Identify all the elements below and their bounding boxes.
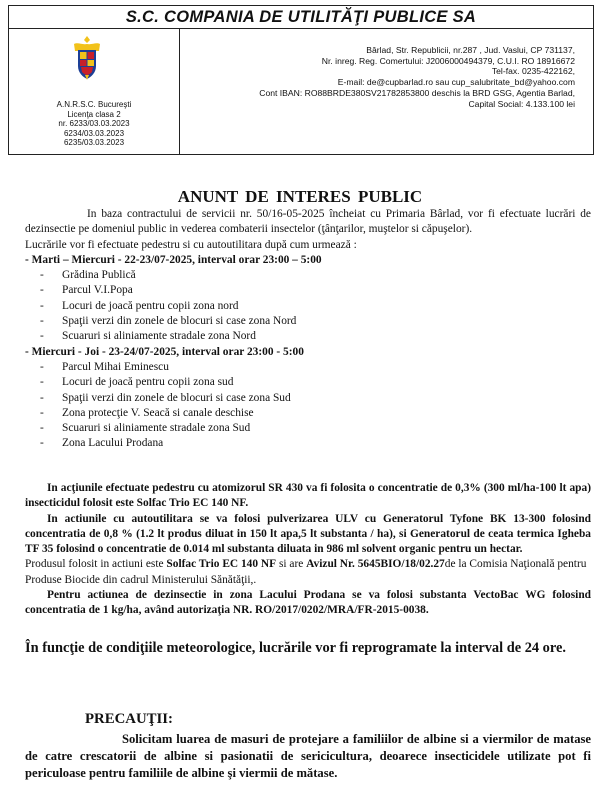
- list-item: - Zona Lacului Prodana: [25, 436, 591, 451]
- lake-treatment-paragraph: Pentru actiunea de dezinsectie in zona Lacului Prodana se va folosi substanta VectoBac WG folosind concentratia de 1 kg/ha, având autorizaţia NR. RO/2017/0202/MRA/FR-2015-0038.: [25, 589, 591, 617]
- approval-number: Avizul Nr. 5645BIO/18/02.27: [306, 558, 445, 571]
- product-text: de la Comisia Naţională pentru Produse Biocide din cadrul Ministerului Sănătăţii,.: [25, 558, 587, 586]
- schedule-heading: - Marti – Miercuri - 22-23/07-2025, interval orar 23:00 – 5:00: [25, 253, 322, 266]
- product-approval-paragraph: [25, 557, 591, 588]
- authority-line: Licenţa clasa 2: [67, 109, 121, 119]
- list-item: - Parcul Mihai Eminescu: [25, 360, 591, 375]
- product-name: Solfac Trio EC 140 NF: [166, 558, 277, 571]
- weather-text: În funcţie de condiţiile meteorologice, lucrările vor fi reprogramate la interval de 24 ore.: [25, 640, 566, 656]
- location-list: [25, 268, 591, 344]
- contact-phone: Tel-fax. 0235-422162,: [491, 66, 575, 77]
- list-item: - Scuaruri si aliniamente stradale zona Sud: [25, 421, 591, 436]
- list-item: - Spaţii verzi din zonele de blocuri si case zona Nord: [25, 314, 591, 329]
- company-name: S.C. COMPANIA DE UTILITĂŢI PUBLICE SA: [8, 5, 594, 29]
- product-text: Produsul folosit in actiuni este: [25, 558, 167, 571]
- list-item: - Grădina Publică: [25, 268, 591, 283]
- list-item: - Locuri de joacă pentru copii zona sud: [25, 375, 591, 390]
- list-item: - Locuri de joacă pentru copii zona nord: [25, 299, 591, 314]
- letterhead: [8, 28, 594, 155]
- list-item: - Scuaruri si aliniamente stradale zona Nord: [25, 329, 591, 344]
- contact-address: Bârlad, Str. Republicii, nr.287 , Jud. Vaslui, CP 731137,: [366, 45, 575, 55]
- list-item: - Parcul V.I.Popa: [25, 283, 591, 298]
- intro-line: Lucrările vor fi efectuate pedestru si cu autoutilitara după cum urmează :: [25, 238, 357, 251]
- location-list: [25, 360, 591, 452]
- pedestrian-treatment-paragraph: In acţiunile efectuate pedestru cu atomizorul SR 430 va fi folosita o concentratie de 0,3% (300 ml/ha-100 lt apa) insecticidul folosit este Solfac Trio EC 140 NF.: [25, 482, 591, 510]
- contact-iban: Cont IBAN: RO88BRDE380SV21782853800 deschis la BRD GSG, Agentia Barlad,: [259, 87, 575, 98]
- weather-notice: [25, 638, 591, 659]
- authority-line: 6235/03.03.2023: [63, 138, 125, 148]
- page-title: ANUNT DE INTERES PUBLIC: [177, 187, 423, 206]
- precautions-section: [25, 731, 591, 783]
- list-item: - Spaţii verzi din zonele de blocuri si case zona Sud: [25, 391, 591, 406]
- contact-email: E-mail: de@cupbarlad.ro sau cup_salubritate_bd@yahoo.com: [337, 77, 575, 88]
- authority-license: [9, 100, 179, 148]
- authority-panel: [9, 29, 180, 154]
- precautions-text: Solicitam luarea de masuri de protejare a familiilor de albine si a viermilor de matase de catre crescatorii de albine si pasionatii de sericicultura, deoarece insecticidele utilizate pot fi periculoase pentru familiile de albine şi viermii de mătase.: [25, 732, 591, 781]
- authority-line: 6234/03.03.2023: [63, 128, 125, 138]
- authority-line: A.N.R.S.C. Bucureşti: [56, 100, 132, 109]
- intro-paragraph: In baza contractului de servicii nr. 50/16-05-2025 încheiat cu Primaria Bârlad, vor fi efectuate lucrări de dezinsectie pe domeniul public in vederea combaterii insectelor (ţânţarilor, muştelor si căpuşelor).: [25, 208, 591, 236]
- contact-registry: Nr. inreg. Reg. Comertului: J2006000494379, C.U.I. RO 18916672: [321, 55, 575, 66]
- authority-line: nr. 6233/03.03.2023: [58, 119, 130, 129]
- contact-panel: [179, 29, 593, 154]
- announcement-body: [25, 207, 591, 452]
- precautions-heading: PRECAUŢII:: [85, 711, 173, 727]
- product-text: si are: [276, 558, 307, 571]
- technical-details: [25, 481, 591, 619]
- contact-details: [179, 45, 575, 109]
- romania-coat-of-arms-icon: [72, 35, 102, 81]
- schedule-heading: - Miercuri - Joi - 23-24/07-2025, interval orar 23:00 - 5:00: [25, 345, 304, 358]
- vehicle-treatment-paragraph: In actiunile cu autoutilitara se va folosi pulverizarea ULV cu Generatorul Tyfone BK 13-300 folosind concentratia de 0,8 % (1.2 lt produs diluat in 150 lt apa,5 lt substanta / ha), si Generatorul de ceata termica Igheba TF 35 folosind o concentratie de 0.014 ml substanta diluata in 986 ml solvent organic pentru un hectar.: [25, 512, 591, 556]
- list-item: - Zona protecţie V. Seacă si canale deschise: [25, 406, 591, 421]
- contact-capital: Capital Social: 4.133.100 lei: [468, 98, 575, 109]
